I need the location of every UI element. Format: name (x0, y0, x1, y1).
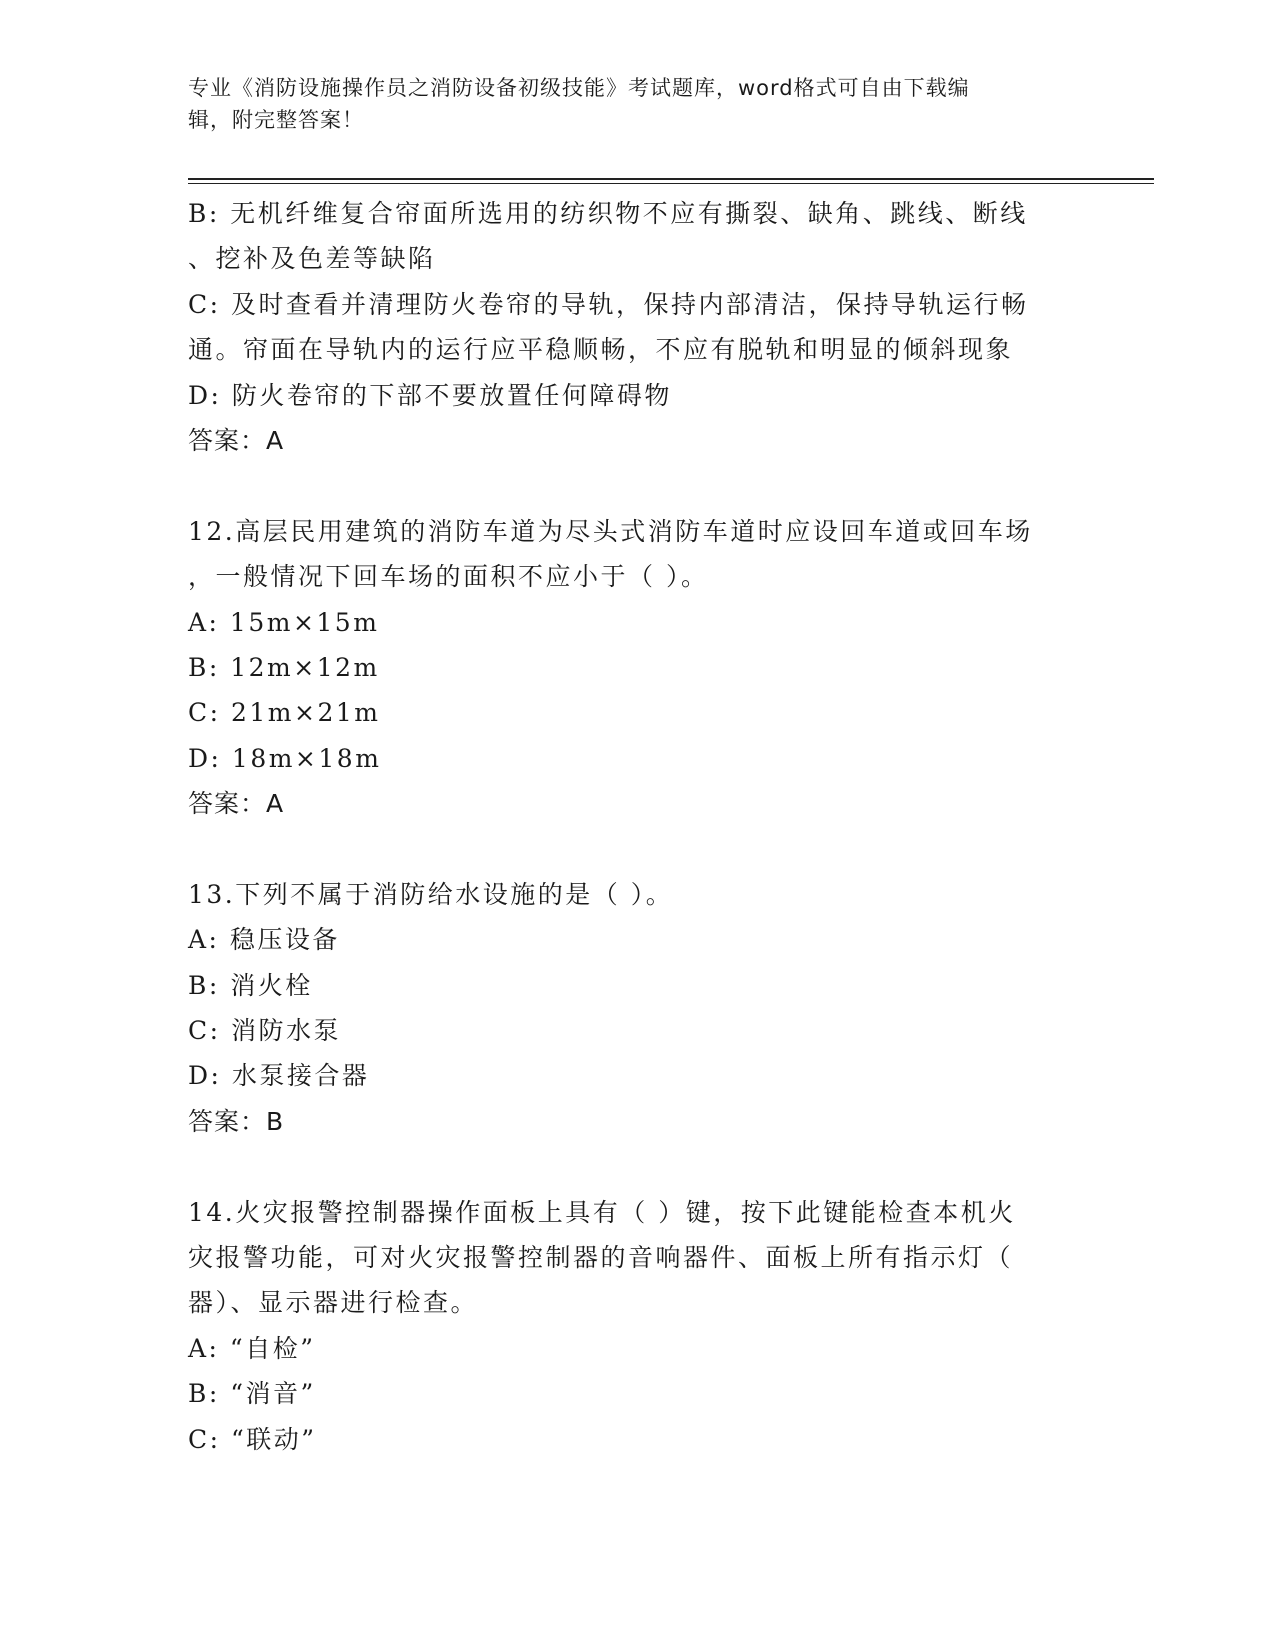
option-b: B: “消音” (188, 1379, 316, 1409)
option-c: C: 消防水泵 (188, 1016, 341, 1046)
option-c-line-1: C: 及时查看并清理防火卷帘的导轨，保持内部清洁，保持导轨运行畅 (188, 289, 1029, 319)
option-d: D: 水泵接合器 (188, 1061, 370, 1091)
option-b-line-1: B: 无机纤维复合帘面所选用的纺织物不应有撕裂、缺角、跳线、断线 (188, 199, 1028, 228)
option-a: A: 稳压设备 (188, 925, 340, 955)
question-stem-line-1: 13.下列不属于消防给水设施的是（ ）。 (188, 879, 674, 909)
question-stem-line-2: ，一般情况下回车场的面积不应小于（ ）。 (188, 562, 709, 592)
question-stem-line-1: 14.火灾报警控制器操作面板上具有（ ）键，按下此键能检查本机火 (188, 1197, 1016, 1227)
option-b-line-2: 、挖补及色差等缺陷 (188, 244, 436, 274)
header-line-2: 辑，附完整答案！ (188, 108, 364, 132)
spacer (188, 1144, 1088, 1189)
question-content (188, 191, 1088, 1462)
question-stem-line-3: 器）、显示器进行检查。 (188, 1288, 479, 1318)
option-d: D: 18m×18m (188, 743, 382, 773)
answer-label: 答案：A (188, 789, 285, 819)
question-14 (188, 1190, 1088, 1462)
option-d: D: 防火卷帘的下部不要放置任何障碍物 (188, 380, 672, 410)
answer-label: 答案：B (188, 1106, 285, 1136)
question-stem-line-1: 12.高层民用建筑的消防车道为尽头式消防车道时应设回车道或回车场 (188, 516, 1033, 546)
option-a: A: 15m×15m (188, 607, 380, 637)
option-b: B: 消火栓 (188, 970, 313, 1000)
question-stem-line-2: 灾报警功能，可对火灾报警控制器的音响器件、面板上所有指示灯（ (188, 1242, 1014, 1272)
question-12 (188, 509, 1088, 827)
option-c: C: “联动” (188, 1424, 317, 1454)
document-header (188, 72, 1068, 136)
option-c: C: 21m×21m (188, 698, 381, 728)
spacer (188, 826, 1088, 871)
header-line-1: 专业《消防设施操作员之消防设备初级技能》考试题库，word格式可自由下载编 (188, 76, 970, 100)
option-b: B: 12m×12m (188, 652, 380, 682)
previous-question-options (188, 191, 1088, 463)
header-divider-thin (188, 183, 1154, 184)
answer-label: 答案：A (188, 425, 285, 455)
spacer (188, 463, 1088, 508)
header-divider-thick (188, 178, 1154, 180)
option-a: A: “自检” (188, 1333, 316, 1363)
option-c-line-2: 通。帘面在导轨内的运行应平稳顺畅，不应有脱轨和明显的倾斜现象 (188, 335, 1014, 365)
question-13 (188, 872, 1088, 1144)
